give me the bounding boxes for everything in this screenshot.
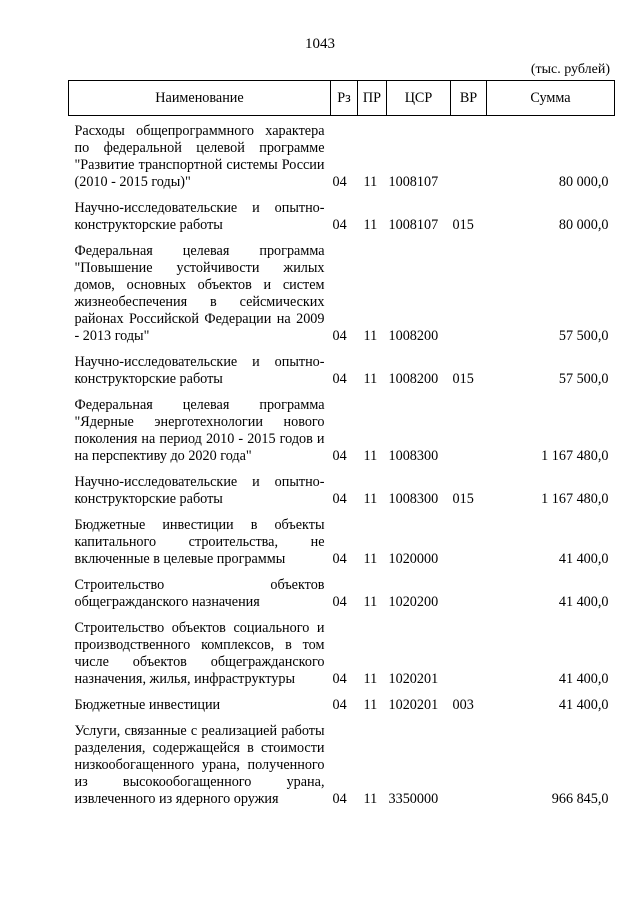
cell-name: Строительство объектов общегражданского назначения bbox=[74, 577, 325, 610]
cell-csr: 1008200 bbox=[388, 328, 439, 344]
cell-vr bbox=[451, 508, 487, 568]
cell-csr: 1008107 bbox=[388, 174, 439, 190]
cell-vr: 003 bbox=[452, 697, 474, 713]
cell-pr: 11 bbox=[363, 791, 378, 807]
cell-pr: 11 bbox=[363, 217, 378, 233]
budget-table bbox=[68, 80, 615, 808]
cell-csr: 1008107 bbox=[388, 217, 439, 233]
cell-rz: 04 bbox=[332, 217, 347, 233]
cell-sum: 966 845,0 bbox=[551, 791, 609, 807]
header-pr: ПР bbox=[358, 81, 387, 116]
cell-sum: 57 500,0 bbox=[558, 328, 609, 344]
table-row bbox=[69, 388, 615, 465]
cell-name: Научно-исследовательские и опытно-конструкторские работы bbox=[74, 200, 325, 233]
cell-sum: 57 500,0 bbox=[558, 371, 609, 387]
cell-csr: 1008200 bbox=[388, 371, 439, 387]
table-body bbox=[69, 116, 615, 809]
cell-vr bbox=[451, 568, 487, 611]
unit-label: (тыс. рублей) bbox=[530, 62, 610, 77]
table-row bbox=[69, 345, 615, 388]
table-row bbox=[69, 465, 615, 508]
cell-sum: 1 167 480,0 bbox=[541, 448, 609, 464]
cell-csr: 3350000 bbox=[388, 791, 439, 807]
cell-pr: 11 bbox=[363, 671, 378, 687]
cell-name: Услуги, связанные с реализацией работы разделения, содержащейся в стоимости низкообогащенного урана, полученного из высокообогащенного урана, извлеченного из ядерного оружия bbox=[74, 723, 325, 807]
cell-sum: 41 400,0 bbox=[558, 697, 609, 713]
cell-name: Расходы общепрограммного характера по федеральной целевой программе "Развитие транспортной системы России (2010 - 2015 годы)" bbox=[74, 123, 325, 190]
cell-rz: 04 bbox=[332, 671, 347, 687]
cell-rz: 04 bbox=[332, 328, 347, 344]
cell-rz: 04 bbox=[332, 791, 347, 807]
cell-name: Бюджетные инвестиции bbox=[74, 697, 221, 713]
header-rz: Рз bbox=[331, 81, 358, 116]
cell-csr: 1008300 bbox=[388, 448, 439, 464]
cell-sum: 80 000,0 bbox=[558, 174, 609, 190]
cell-pr: 11 bbox=[363, 594, 378, 610]
cell-sum: 41 400,0 bbox=[558, 551, 609, 567]
table-row bbox=[69, 116, 615, 192]
cell-vr bbox=[451, 388, 487, 465]
header-name: Наименование bbox=[69, 81, 331, 116]
cell-vr: 015 bbox=[452, 371, 474, 387]
cell-rz: 04 bbox=[332, 174, 347, 190]
cell-rz: 04 bbox=[332, 491, 347, 507]
cell-name: Бюджетные инвестиции в объекты капитального строительства, не включенные в целевые программы bbox=[74, 517, 325, 567]
cell-name: Научно-исследовательские и опытно-конструкторские работы bbox=[74, 354, 325, 387]
header-vr: ВР bbox=[451, 81, 487, 116]
cell-csr: 1020201 bbox=[388, 671, 439, 687]
cell-rz: 04 bbox=[332, 551, 347, 567]
cell-vr bbox=[451, 611, 487, 688]
cell-pr: 11 bbox=[363, 697, 378, 713]
table-row bbox=[69, 191, 615, 234]
cell-vr bbox=[451, 234, 487, 345]
cell-rz: 04 bbox=[332, 697, 347, 713]
cell-pr: 11 bbox=[363, 174, 378, 190]
cell-sum: 80 000,0 bbox=[558, 217, 609, 233]
cell-vr: 015 bbox=[452, 217, 474, 233]
table-row bbox=[69, 508, 615, 568]
cell-pr: 11 bbox=[363, 328, 378, 344]
table-row bbox=[69, 234, 615, 345]
cell-name: Федеральная целевая программа "Повышение устойчивости жилых домов, основных объектов и систем жизнеобеспечения в сейсмических районах Российской Федерации на 2009 - 2013 годы" bbox=[74, 243, 325, 344]
cell-csr: 1008300 bbox=[388, 491, 439, 507]
table-row bbox=[69, 611, 615, 688]
cell-csr: 1020200 bbox=[388, 594, 439, 610]
cell-pr: 11 bbox=[363, 448, 378, 464]
page-number: 1043 bbox=[305, 36, 335, 52]
table-row bbox=[69, 568, 615, 611]
cell-name: Федеральная целевая программа "Ядерные энерготехнологии нового поколения на период 2010 - 2015 годов и на перспективу до 2020 года" bbox=[74, 397, 325, 464]
cell-rz: 04 bbox=[332, 448, 347, 464]
cell-vr bbox=[451, 116, 487, 192]
cell-pr: 11 bbox=[363, 551, 378, 567]
table-header-row bbox=[69, 81, 615, 116]
cell-vr bbox=[451, 714, 487, 808]
cell-sum: 41 400,0 bbox=[558, 594, 609, 610]
table-row bbox=[69, 714, 615, 808]
cell-rz: 04 bbox=[332, 594, 347, 610]
cell-sum: 1 167 480,0 bbox=[541, 491, 609, 507]
cell-csr: 1020201 bbox=[388, 697, 439, 713]
cell-pr: 11 bbox=[363, 371, 378, 387]
cell-vr: 015 bbox=[452, 491, 474, 507]
cell-name: Строительство объектов социального и производственного комплексов, в том числе объектов общегражданского назначения, жилья, инфраструктуры bbox=[74, 620, 325, 687]
cell-name: Научно-исследовательские и опытно-конструкторские работы bbox=[74, 474, 325, 507]
cell-pr: 11 bbox=[363, 491, 378, 507]
header-sum: Сумма bbox=[487, 81, 615, 116]
cell-csr: 1020000 bbox=[388, 551, 439, 567]
cell-sum: 41 400,0 bbox=[558, 671, 609, 687]
table-row bbox=[69, 688, 615, 714]
header-csr: ЦСР bbox=[387, 81, 451, 116]
cell-rz: 04 bbox=[332, 371, 347, 387]
